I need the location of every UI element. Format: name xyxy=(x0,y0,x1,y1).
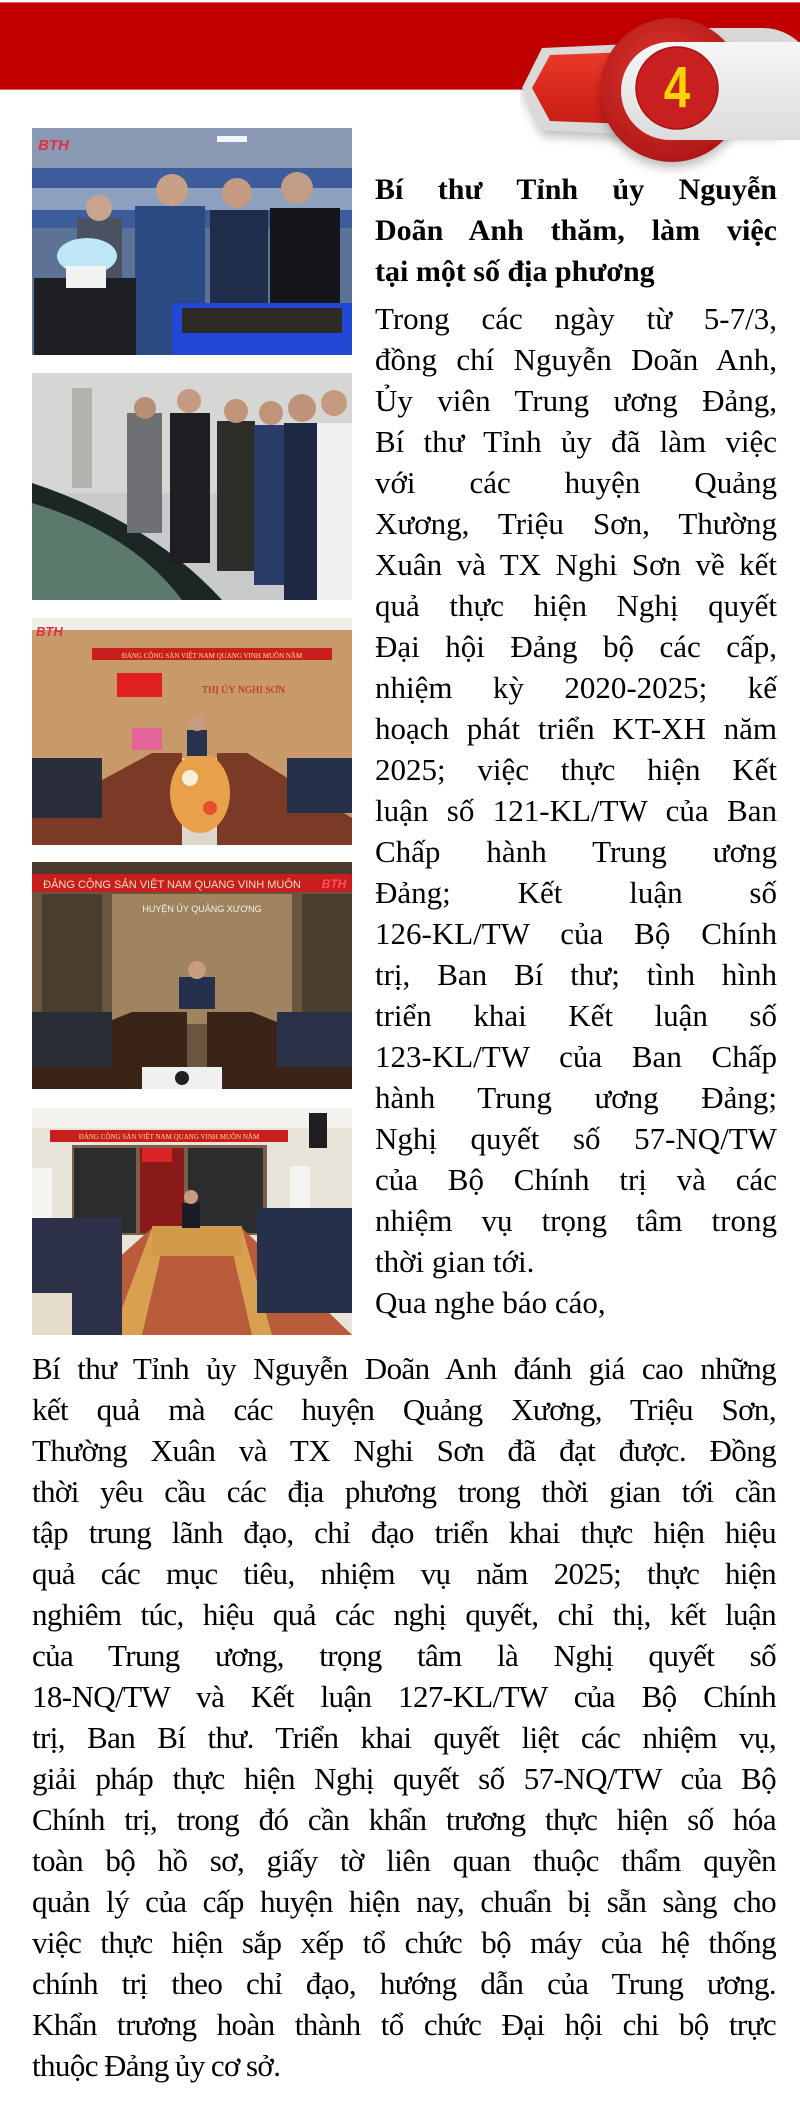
body-line: Xương, Triệu Sơn, Thường xyxy=(375,506,777,541)
svg-text:BTH: BTH xyxy=(36,624,63,639)
body-line: Chấp hành Trung ương xyxy=(375,834,777,869)
body-line: Ủy viên Trung ương Đảng, xyxy=(375,383,777,418)
body-line: của Bộ Chính trị và các xyxy=(375,1162,777,1197)
body-line: thời gian tới. xyxy=(375,1244,535,1279)
body-line: 126-KL/TW của Bộ Chính xyxy=(375,916,777,951)
body-line: việc thực hiện sắp xếp tổ chức bộ máy của hệ thống xyxy=(32,1925,776,1960)
body-line: Đảng; Kết luận số xyxy=(375,875,777,910)
photo-meeting-quang-xuong xyxy=(32,862,352,1089)
svg-text:ĐẢNG CỘNG SẢN VIỆT NAM QUANG V: ĐẢNG CỘNG SẢN VIỆT NAM QUANG VINH MUÔN NĂM xyxy=(78,1133,260,1141)
article-title xyxy=(375,169,777,292)
body-line: giải pháp thực hiện Nghị quyết số 57-NQ/TW của Bộ xyxy=(32,1761,776,1796)
body-line: nhiệm vụ trọng tâm trong xyxy=(375,1203,777,1238)
svg-text:BTH: BTH xyxy=(321,877,347,891)
title-line: tại một số địa phương xyxy=(375,255,655,288)
body-line: với các huyện Quảng xyxy=(375,465,777,500)
body-line: Đại hội Đảng bộ các cấp, xyxy=(375,629,777,664)
body-line: trị, Ban Bí thư; tình hình xyxy=(375,957,777,992)
body-line: chính trị theo chỉ đạo, hướng dẫn của Trung ương. xyxy=(32,1966,776,2001)
body-line: Qua nghe báo cáo, xyxy=(375,1285,606,1320)
photo-meeting-room xyxy=(32,1108,352,1335)
body-line: của Trung ương, trọng tâm là Nghị quyết số xyxy=(32,1638,776,1673)
svg-text:ĐẢNG CỘNG SẢN VIỆT NAM QUANG V: ĐẢNG CỘNG SẢN VIỆT NAM QUANG VINH MUÔN NĂM xyxy=(121,652,303,660)
photo-aquaculture-visit xyxy=(32,373,352,600)
article-full-width-text xyxy=(32,1348,776,2086)
body-line: Chính trị, trong đó cần khẩn trương thực hiện số hóa xyxy=(32,1802,776,1837)
body-line: kết quả mà các huyện Quảng Xương, Triệu Sơn, xyxy=(32,1392,776,1427)
body-line: triển khai Kết luận số xyxy=(375,998,777,1033)
photo-factory-visit xyxy=(32,128,352,355)
title-line: Bí thư Tỉnh ủy Nguyễn xyxy=(375,173,777,206)
body-line: thuộc Đảng ủy cơ sở. xyxy=(32,2048,281,2083)
body-line: Thường Xuân và TX Nghi Sơn đã đạt được. Đồng xyxy=(32,1433,776,1468)
body-line: quả các mục tiêu, nhiệm vụ năm 2025; thực hiện xyxy=(32,1556,776,1591)
body-line: Xuân và TX Nghi Sơn về kết xyxy=(375,547,777,582)
svg-text:HUYỆN ỦY QUẢNG XƯƠNG: HUYỆN ỦY QUẢNG XƯƠNG xyxy=(142,904,262,914)
article-column-text xyxy=(375,298,777,1323)
photo-meeting-nghi-son xyxy=(32,618,352,845)
body-line: Bí thư Tỉnh ủy đã làm việc xyxy=(375,424,777,459)
body-line: trị, Ban Bí thư. Triển khai quyết liệt các nhiệm vụ, xyxy=(32,1720,776,1755)
svg-text:ĐẢNG CỘNG SẢN VIỆT NAM QUANG V: ĐẢNG CỘNG SẢN VIỆT NAM QUANG VINH MUÔN xyxy=(43,879,301,891)
svg-text:THỊ ỦY NGHI SƠN: THỊ ỦY NGHI SƠN xyxy=(202,685,286,696)
body-line: 2025; việc thực hiện Kết xyxy=(375,752,777,787)
body-line: hành Trung ương Đảng; xyxy=(375,1080,777,1115)
body-line: Khẩn trương hoàn thành tổ chức Đại hội chi bộ trực xyxy=(32,2007,776,2042)
body-line: nhiệm kỳ 2020-2025; kế xyxy=(375,670,777,705)
body-line: đồng chí Nguyễn Doãn Anh, xyxy=(375,342,777,377)
body-line: 18-NQ/TW và Kết luận 127-KL/TW của Bộ Chính xyxy=(32,1679,776,1714)
body-line: tập trung lãnh đạo, chỉ đạo triển khai thực hiện hiệu xyxy=(32,1515,776,1550)
body-line: nghiêm túc, hiệu quả các nghị quyết, chỉ thị, kết luận xyxy=(32,1597,776,1632)
svg-text:BTH: BTH xyxy=(38,137,69,154)
body-line: quả thực hiện Nghị quyết xyxy=(375,588,777,623)
body-line: quản lý của cấp huyện hiện nay, chuẩn bị sẵn sàng cho xyxy=(32,1884,776,1919)
body-line: thời yêu cầu các địa phương trong thời gian tới cần xyxy=(32,1474,776,1509)
title-line: Doãn Anh thăm, làm việc xyxy=(375,214,777,247)
body-line: toàn bộ hồ sơ, giấy tờ liên quan thuộc thẩm quyền xyxy=(32,1843,776,1878)
section-number: 4 xyxy=(663,55,691,120)
body-line: Trong các ngày từ 5-7/3, xyxy=(375,301,777,336)
body-line: Bí thư Tỉnh ủy Nguyễn Doãn Anh đánh giá cao những xyxy=(32,1351,776,1386)
body-line: 123-KL/TW của Ban Chấp xyxy=(375,1039,777,1074)
body-line: luận số 121-KL/TW của Ban xyxy=(375,793,777,828)
body-line: hoạch phát triển KT-XH năm xyxy=(375,711,777,746)
body-line: Nghị quyết số 57-NQ/TW xyxy=(375,1121,777,1156)
